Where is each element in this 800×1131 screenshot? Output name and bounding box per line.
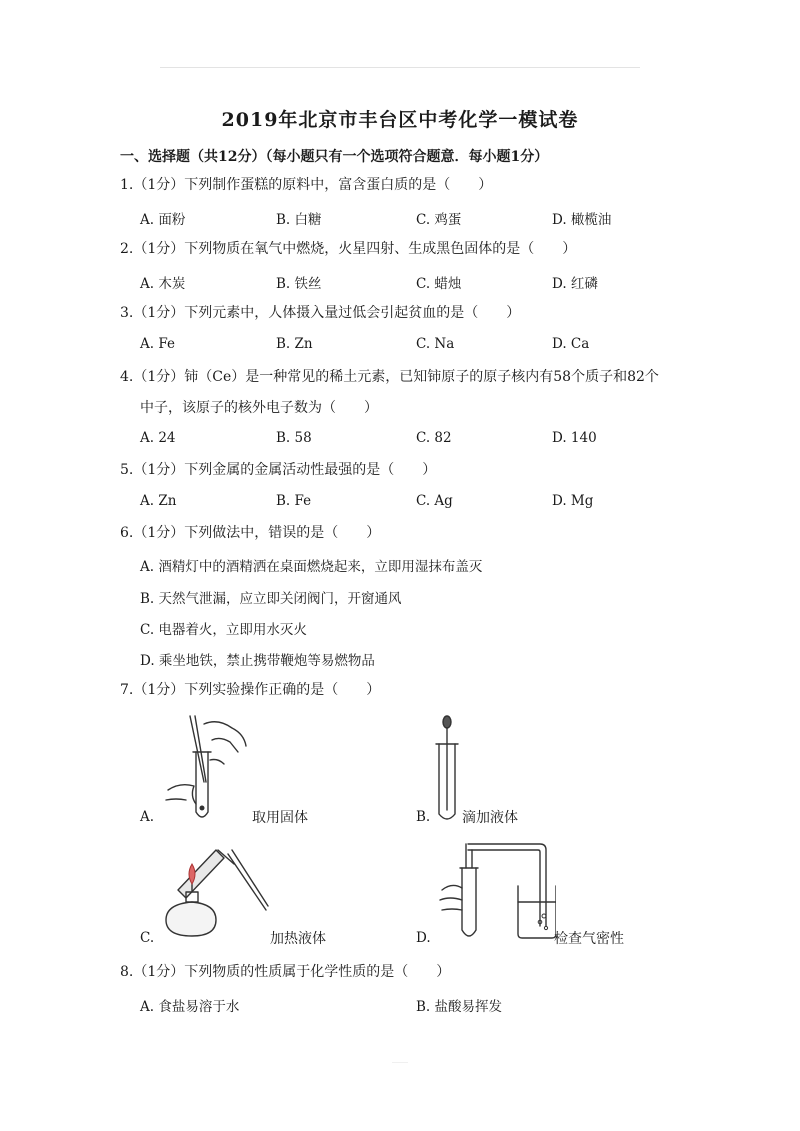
- q7-option-d-caption: 检查气密性: [554, 931, 624, 947]
- q8-option-b: B. 盐酸易挥发: [416, 999, 503, 1015]
- question-4-line-2: 中子，该原子的核外电子数为（ ）: [140, 400, 378, 416]
- q6-option-c: C. 电器着火，立即用水灭火: [140, 622, 307, 638]
- q4-option-b: B. 58: [276, 430, 312, 446]
- q6-option-a: A. 酒精灯中的酒精洒在桌面燃烧起来，立即用湿抹布盖灭: [140, 559, 483, 575]
- q7-figure-c: [158, 840, 270, 940]
- question-7: 7.（1分）下列实验操作正确的是（ ）: [120, 682, 381, 698]
- q5-option-a: A. Zn: [140, 493, 177, 509]
- q5-option-d: D. Mg: [552, 493, 594, 509]
- question-2: 2.（1分）下列物质在氧气中燃烧，火星四射、生成黑色固体的是（ ）: [120, 241, 577, 257]
- q7-option-d-letter: D.: [416, 930, 431, 946]
- q7-option-a-caption: 取用固体: [252, 810, 308, 826]
- q4-option-c: C. 82: [416, 430, 452, 446]
- q8-option-a: A. 食盐易溶于水: [140, 999, 240, 1015]
- q6-option-d: D. 乘坐地铁，禁止携带鞭炮等易燃物品: [140, 653, 375, 669]
- q3-option-d: D. Ca: [552, 336, 590, 352]
- q1-option-c: C. 鸡蛋: [416, 212, 462, 228]
- question-8: 8.（1分）下列物质的性质属于化学性质的是（ ）: [120, 964, 451, 980]
- q1-option-a: A. 面粉: [140, 212, 186, 228]
- q6-option-b: B. 天然气泄漏，应立即关闭阀门，开窗通风: [140, 591, 402, 607]
- q7-option-b-letter: B.: [416, 809, 431, 825]
- q2-option-d: D. 红磷: [552, 276, 598, 292]
- q7-option-a-letter: A.: [140, 809, 155, 825]
- section-heading: 一、选择题（共12分）（每小题只有一个选项符合题意．每小题1分）: [120, 149, 549, 165]
- q1-option-d: D. 橄榄油: [552, 212, 612, 228]
- q3-option-c: C. Na: [416, 336, 455, 352]
- q7-figure-d: [436, 838, 556, 944]
- q7-option-b-caption: 滴加液体: [462, 810, 518, 826]
- q7-option-c-letter: C.: [140, 930, 155, 946]
- question-6: 6.（1分）下列做法中，错误的是（ ）: [120, 525, 381, 541]
- q2-option-b: B. 铁丝: [276, 276, 322, 292]
- q3-option-b: B. Zn: [276, 336, 313, 352]
- q5-option-b: B. Fe: [276, 493, 312, 509]
- q3-option-a: A. Fe: [140, 336, 175, 352]
- question-3: 3.（1分）下列元素中，人体摄入量过低会引起贫血的是（ ）: [120, 305, 521, 321]
- question-4: 4.（1分）铈（Ce）是一种常见的稀土元素，已知铈原子的原子核内有58个质子和82个: [120, 369, 659, 385]
- q2-option-c: C. 蜡烛: [416, 276, 462, 292]
- q4-option-a: A. 24: [140, 430, 176, 446]
- q2-option-a: A. 木炭: [140, 276, 186, 292]
- footer-mark: [392, 1062, 408, 1063]
- q7-figure-b: [432, 714, 462, 826]
- q7-figure-a: [160, 712, 250, 824]
- page-title: 2019年北京市丰台区中考化学一模试卷: [221, 109, 579, 131]
- question-1: 1.（1分）下列制作蛋糕的原料中，富含蛋白质的是（ ）: [120, 177, 493, 193]
- q4-option-d: D. 140: [552, 430, 597, 446]
- header-rule: [160, 67, 640, 68]
- q5-option-c: C. Ag: [416, 493, 453, 509]
- question-5: 5.（1分）下列金属的金属活动性最强的是（ ）: [120, 462, 437, 478]
- q1-option-b: B. 白糖: [276, 212, 322, 228]
- q7-option-c-caption: 加热液体: [270, 931, 326, 947]
